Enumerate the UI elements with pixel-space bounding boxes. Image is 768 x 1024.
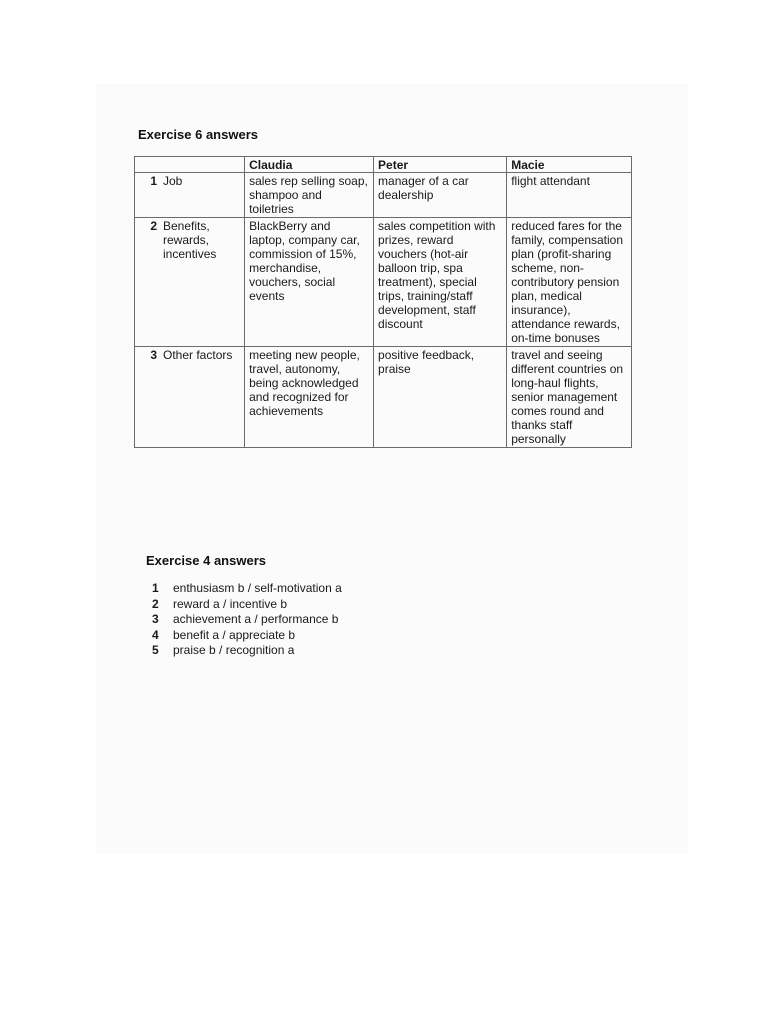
list-item — [152, 597, 342, 613]
item-number: 1 — [152, 581, 159, 595]
item-text: benefit a / appreciate b — [173, 627, 296, 642]
item-text: praise b / recognition a — [173, 643, 295, 657]
item-text: enthusiasm b / self-motivation a — [173, 581, 342, 595]
item-text: achievement a / performance b — [173, 612, 339, 626]
claudia-cell: meeting new people, travel, autonomy, being acknowledged and recognized for achievements — [245, 347, 374, 448]
row-number: 1 — [150, 174, 157, 188]
table-row — [135, 218, 632, 347]
list-item — [152, 581, 342, 597]
row-label: Benefits, rewards, incentives — [163, 219, 217, 261]
item-text: reward a / incentive b — [173, 596, 288, 611]
exercise-6-answers-table — [134, 156, 632, 448]
list-item — [152, 628, 342, 644]
peter-cell: sales competition with prizes, reward vouchers (hot-air balloon trip, spa treatment), special trips, training/staff development, staff discount — [374, 218, 507, 347]
header-cell-empty — [135, 157, 245, 173]
list-item — [152, 612, 342, 628]
macie-cell: reduced fares for the family, compensation plan (profit-sharing scheme, non-contributory pension plan, medical insurance), attendance rewards, on-time bonuses — [507, 218, 632, 347]
item-number: 5 — [152, 643, 159, 657]
claudia-cell: sales rep selling soap, shampoo and toiletries — [245, 173, 374, 218]
macie-cell: flight attendant — [507, 173, 632, 218]
claudia-cell: BlackBerry and laptop, company car, commission of 15%, merchandise, vouchers, social events — [245, 218, 374, 347]
item-number: 2 — [152, 596, 159, 611]
row-label-cell — [135, 347, 245, 448]
exercise-4-answer-list — [152, 581, 342, 659]
peter-cell: positive feedback, praise — [374, 347, 507, 448]
header-cell-macie: Macie — [507, 157, 632, 173]
macie-cell: travel and seeing different countries on long-haul flights, senior management comes round and thanks staff personally — [507, 347, 632, 448]
header-cell-claudia: Claudia — [245, 157, 374, 173]
table-row — [135, 173, 632, 218]
row-number: 2 — [150, 219, 157, 233]
row-label: Other factors — [163, 348, 233, 362]
row-label-cell — [135, 218, 245, 347]
item-number: 3 — [152, 612, 159, 626]
table-row — [135, 347, 632, 448]
peter-cell: manager of a car dealership — [374, 173, 507, 218]
row-label-cell — [135, 173, 245, 218]
exercise-4-title: Exercise 4 answers — [146, 553, 266, 568]
item-number: 4 — [152, 627, 159, 642]
exercise-6-title: Exercise 6 answers — [138, 127, 258, 142]
header-cell-peter: Peter — [374, 157, 507, 173]
row-label: Job — [163, 174, 183, 188]
table-header-row — [135, 157, 632, 173]
row-number: 3 — [150, 348, 157, 362]
list-item — [152, 643, 342, 659]
